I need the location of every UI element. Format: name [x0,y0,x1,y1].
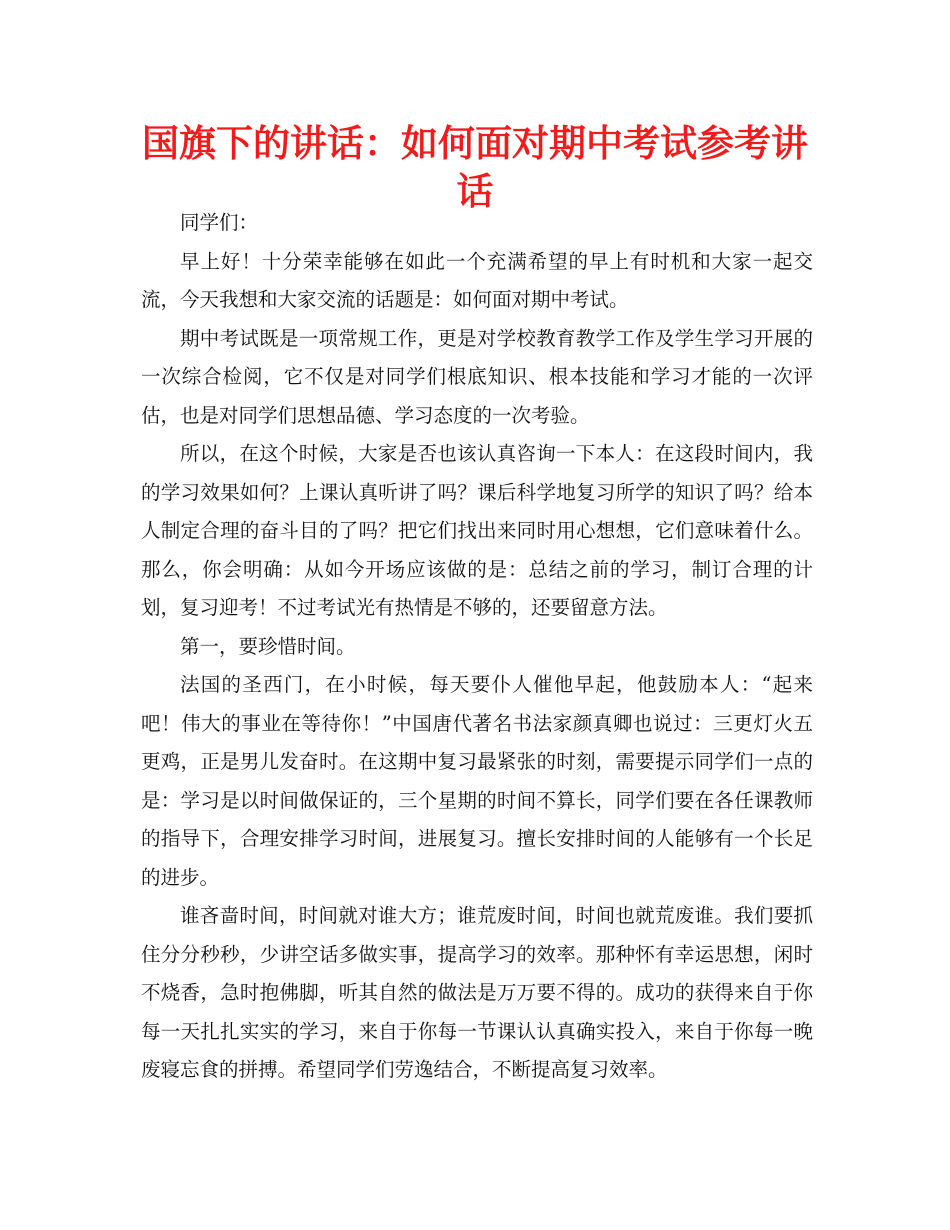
body-paragraph: 期中考试既是一项常规工作，更是对学校教育教学工作及学生学习开展的一次综合检阅，它不仅是对同学们根底知识、根本技能和学习才能的一次评估，也是对同学们思想品德、学习态度的一次考验。 [141,326,813,427]
document-body [141,204,813,1090]
body-paragraph: 谁吝啬时间，时间就对谁大方；谁荒废时间，时间也就荒废谁。我们要抓住分分秒秒，少讲空话多做实事，提高学习的效率。那种怀有幸运思想，闲时不烧香，急时抱佛脚，听其自然的做法是万万要不得的。成功的获得来自于你每一天扎扎实实的学习，来自于你每一节课认认真确实投入，来自于你每一晚废寝忘食的拼搏。希望同学们劳逸结合，不断提高复习效率。 [141,904,813,1081]
body-paragraph: 所以，在这个时候，大家是否也该认真咨询一下本人：在这段时间内，我的学习效果如何？上课认真听讲了吗？课后科学地复习所学的知识了吗？给本人制定合理的奋斗目的了吗？把它们找出来同时用心想想，它们意味着什么。那么，你会明确：从如今开场应该做的是：总结之前的学习，制订合理的计划，复习迎考！不过考试光有热情是不够的，还要留意方法。 [141,442,813,619]
section-heading-paragraph: 第一，要珍惜时间。 [180,634,356,658]
body-paragraph: 法国的圣西门，在小时候，每天要仆人催他早起，他鼓励本人：“起来吧！伟大的事业在等待你！”中国唐代著名书法家颜真卿也说过：三更灯火五更鸡，正是男儿发奋时。在这期中复习最紧张的时刻，需要提示同学们一点的是：学习是以时间做保证的，三个星期的时间不算长，同学们要在各任课教师的指导下，合理安排学习时间，进展复习。擅长安排时间的人能够有一个长足的进步。 [141,673,813,889]
body-paragraph: 早上好！十分荣幸能够在如此一个充满希望的早上有时机和大家一起交流，今天我想和大家交流的话题是：如何面对期中考试。 [141,249,813,311]
salutation-paragraph: 同学们： [180,211,259,234]
document-title: 国旗下的讲话：如何面对期中考试参考讲话 [142,122,808,213]
